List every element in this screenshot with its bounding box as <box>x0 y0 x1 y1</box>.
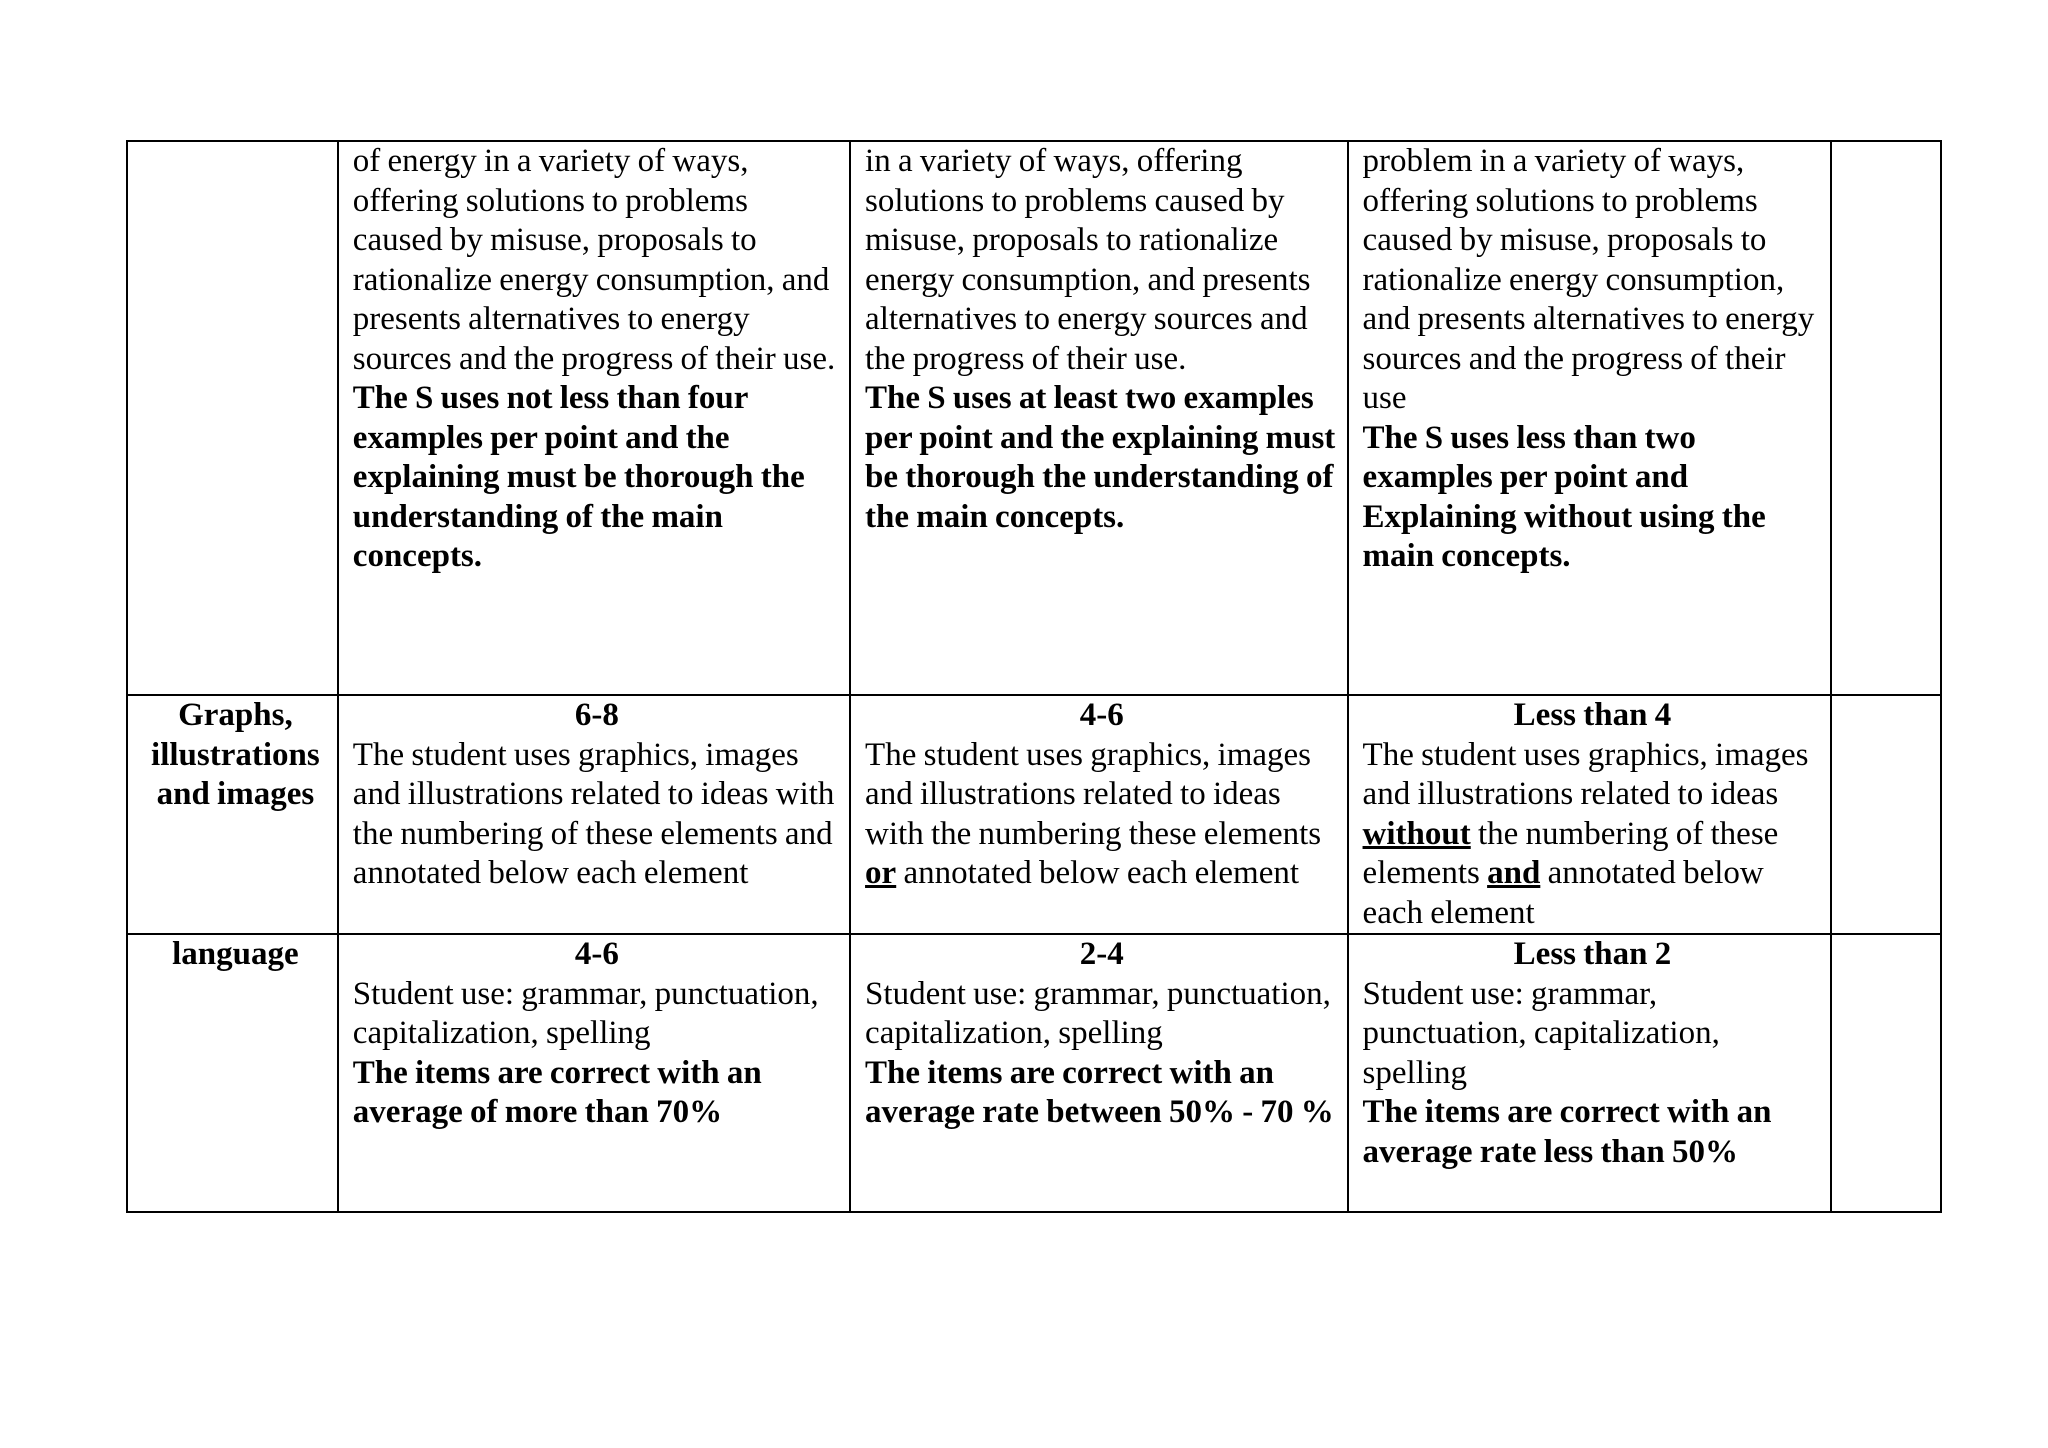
cell-requirement: The items are correct with an average rate between 50% - 70 % <box>865 1054 1334 1130</box>
rubric-cell-good <box>850 695 1348 934</box>
rubric-row-content <box>127 141 1941 695</box>
cell-requirement: The items are correct with an average rate less than 50% <box>1362 1094 1772 1170</box>
cell-requirement: The S uses not less than four examples per point and the explaining must be thorough the understanding of the main concepts. <box>352 380 805 574</box>
cell-description: The student uses graphics, images and illustrations related to ideas with the numbering these elements <box>865 736 1322 852</box>
score-range: 6-8 <box>574 697 619 733</box>
score-cell-empty <box>1831 141 1941 695</box>
rubric-table <box>126 140 1942 1213</box>
rubric-row-graphs <box>127 695 1941 934</box>
score-range: Less than 2 <box>1513 936 1672 972</box>
rubric-cell-good <box>850 141 1348 695</box>
score-cell-empty <box>1831 695 1941 934</box>
cell-requirement: The S uses less than two examples per point and Explaining without using the main concepts. <box>1362 419 1766 574</box>
cell-description: in a variety of ways, offering solutions to problems caused by misuse, proposals to rationalize energy consumption, and presents alternatives to energy sources and the progress of their use. <box>865 143 1311 377</box>
criterion-language <box>127 934 338 1212</box>
cell-description-end: annotated below each element <box>896 855 1300 891</box>
cell-description: Student use: grammar, punctuation, capitalization, spelling <box>865 975 1331 1051</box>
criterion-line: and images <box>156 776 315 812</box>
criterion-line: language <box>172 936 299 972</box>
cell-description-mid: the numbering of these elements <box>1362 815 1779 891</box>
criterion-line: illustrations <box>151 736 320 773</box>
score-cell-empty <box>1831 934 1941 1212</box>
rubric-cell-weak <box>1348 934 1832 1212</box>
rubric-cell-excellent <box>338 141 850 695</box>
cell-description-end: annotated below each element <box>1362 855 1764 931</box>
rubric-cell-weak <box>1348 695 1832 934</box>
cell-description: problem in a variety of ways, offering solutions to problems caused by misuse, proposals to rationalize energy consumption, and presents alternatives to energy sources and the progress of their use <box>1362 143 1815 416</box>
score-range: 4-6 <box>1079 697 1124 733</box>
rubric-row-language <box>127 934 1941 1212</box>
cell-description: The student uses graphics, images and illustrations related to ideas with the numbering of these elements and annotated below each element <box>352 736 835 891</box>
emphasis-without: without <box>1362 815 1471 852</box>
criterion-cell-empty <box>127 141 338 695</box>
cell-description: The student uses graphics, images and illustrations related to ideas <box>1362 736 1809 812</box>
criterion-line: Graphs, <box>178 697 293 733</box>
criterion-graphs <box>127 695 338 934</box>
score-range: Less than 4 <box>1513 697 1672 733</box>
cell-requirement: The items are correct with an average of more than 70% <box>352 1054 762 1130</box>
score-range: 4-6 <box>574 936 619 972</box>
cell-description: Student use: grammar, punctuation, capitalization, spelling <box>352 975 819 1051</box>
cell-description: Student use: grammar, punctuation, capitalization, spelling <box>1362 975 1720 1091</box>
score-range: 2-4 <box>1079 936 1124 972</box>
rubric-cell-good <box>850 934 1348 1212</box>
emphasis-and: and <box>1487 855 1541 891</box>
rubric-cell-excellent <box>338 695 850 934</box>
cell-requirement: The S uses at least two examples per point and the explaining must be thorough the understanding of the main concepts. <box>865 380 1336 535</box>
emphasis-or: or <box>865 855 897 891</box>
cell-description: of energy in a variety of ways, offering solutions to problems caused by misuse, proposals to rationalize energy consumption, and presents alternatives to energy sources and the progress of their use. <box>352 143 836 377</box>
rubric-cell-weak <box>1348 141 1832 695</box>
rubric-cell-excellent <box>338 934 850 1212</box>
